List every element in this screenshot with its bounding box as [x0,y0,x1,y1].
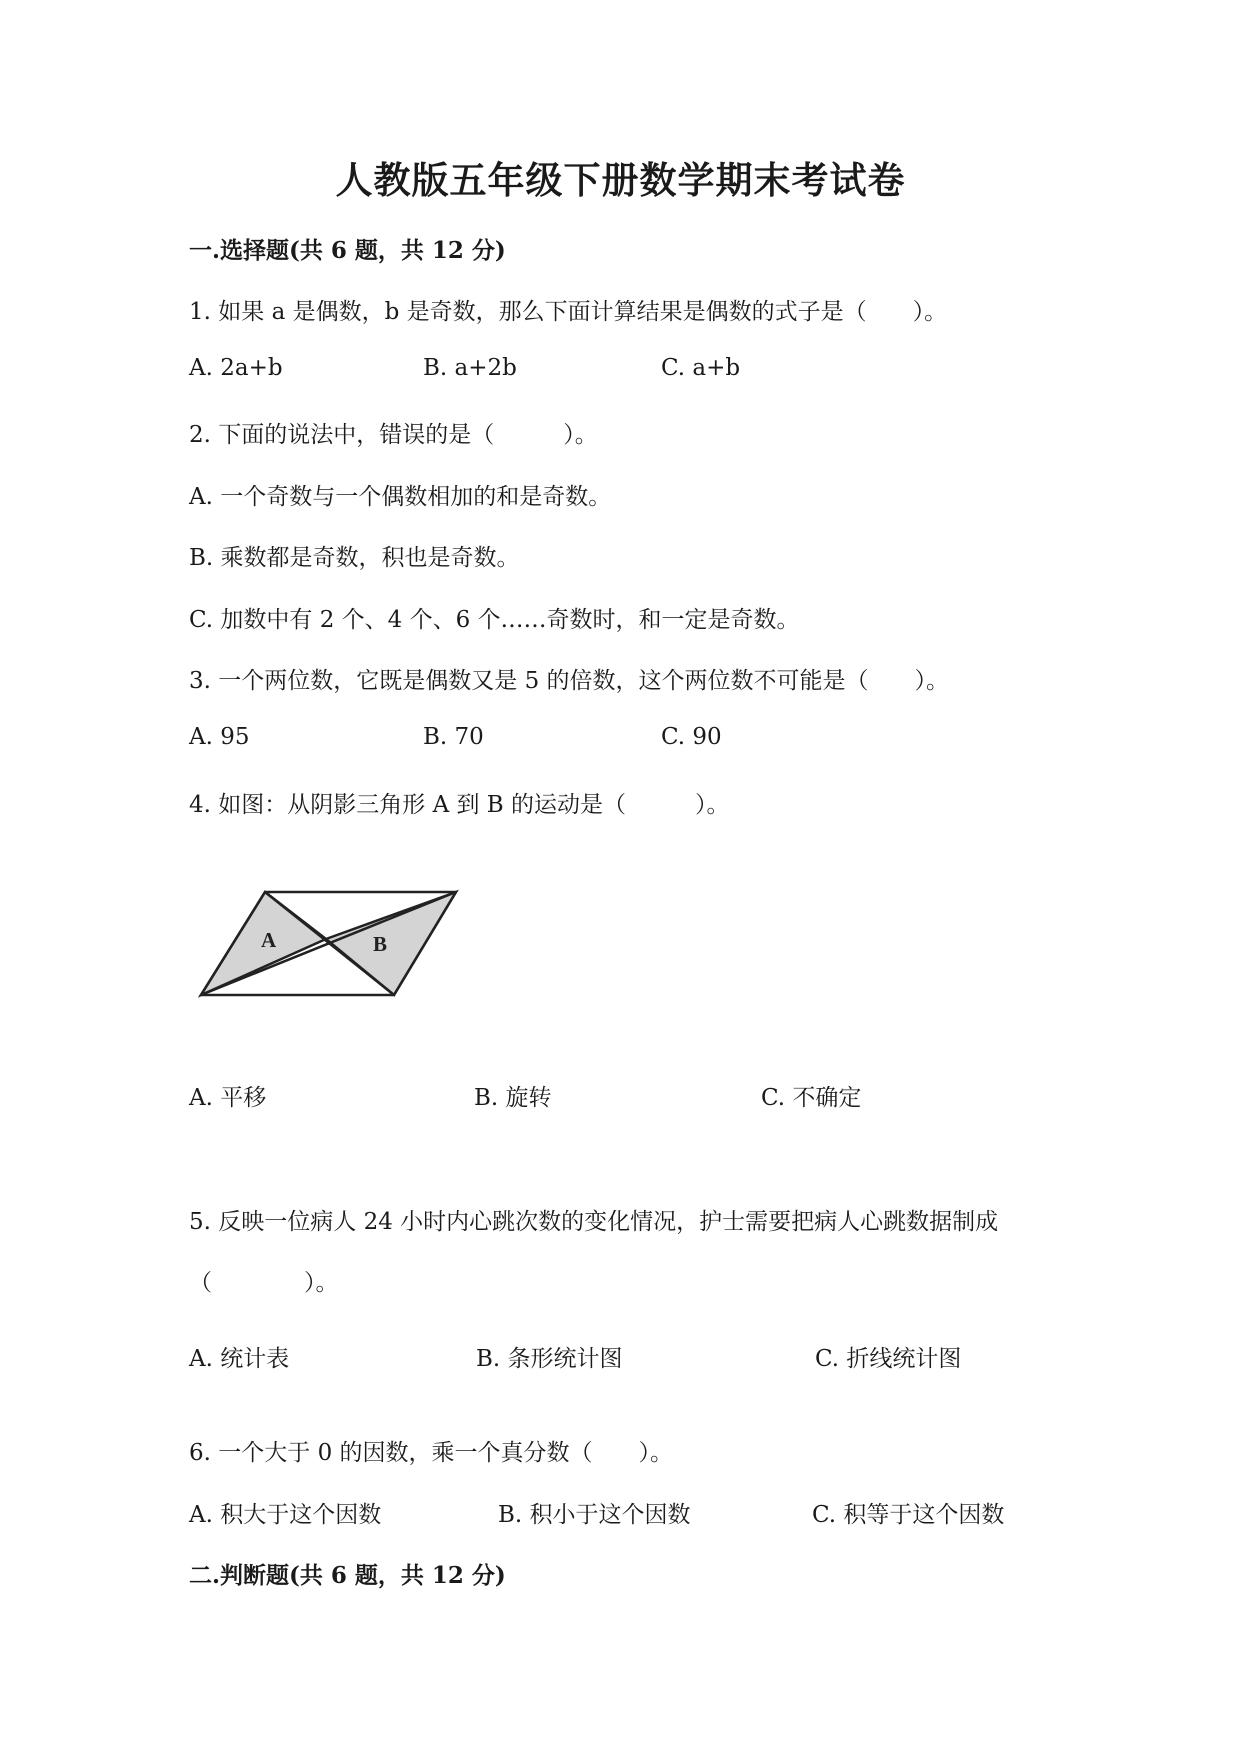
q2-option-a: A. 一个奇数与一个偶数相加的和是奇数。 [189,484,612,510]
question-3: 3. 一个两位数，它既是偶数又是 5 的倍数，这个两位数不可能是（ ）。 [189,668,950,694]
q5-option-c: C. 折线统计图 [815,1346,962,1372]
question-2: 2. 下面的说法中，错误的是（ ）。 [189,422,598,448]
page-title: 人教版五年级下册数学期末考试卷 [335,158,906,202]
q1-option-a: A. 2a+b [189,355,283,381]
q5-option-b: B. 条形统计图 [476,1346,623,1372]
question-5-line-1: 5. 反映一位病人 24 小时内心跳次数的变化情况，护士需要把病人心跳数据制成 [189,1209,999,1235]
q6-option-c: C. 积等于这个因数 [812,1502,1005,1528]
q4-option-b: B. 旋转 [474,1085,552,1111]
parallelogram-figure [196,885,470,1007]
q5-option-a: A. 统计表 [189,1346,290,1372]
q6-option-b: B. 积小于这个因数 [498,1502,691,1528]
q3-option-a: A. 95 [189,724,250,750]
q1-option-b: B. a+2b [423,355,517,381]
label-a: A [261,928,277,952]
question-5-line-2: （ ）。 [189,1270,339,1296]
q1-option-c: C. a+b [661,355,741,381]
question-6: 6. 一个大于 0 的因数，乘一个真分数（ ）。 [189,1440,674,1466]
q2-option-c: C. 加数中有 2 个、4 个、6 个……奇数时，和一定是奇数。 [189,607,800,633]
label-b: B [373,932,388,956]
section-heading-true-false: 二.判断题(共 6 题，共 12 分) [189,1562,506,1589]
q3-option-b: B. 70 [423,724,484,750]
q6-option-a: A. 积大于这个因数 [189,1502,382,1528]
q4-option-a: A. 平移 [189,1085,267,1111]
triangle-b [326,892,456,995]
question-1: 1. 如果 a 是偶数，b 是奇数，那么下面计算结果是偶数的式子是（ ）。 [189,299,948,325]
q3-option-c: C. 90 [661,724,722,750]
q4-option-c: C. 不确定 [761,1085,862,1111]
q2-option-b: B. 乘数都是奇数，积也是奇数。 [189,545,520,571]
section-heading-choice: 一.选择题(共 6 题，共 12 分) [189,237,506,264]
question-4: 4. 如图：从阴影三角形 A 到 B 的运动是（ ）。 [189,792,730,818]
